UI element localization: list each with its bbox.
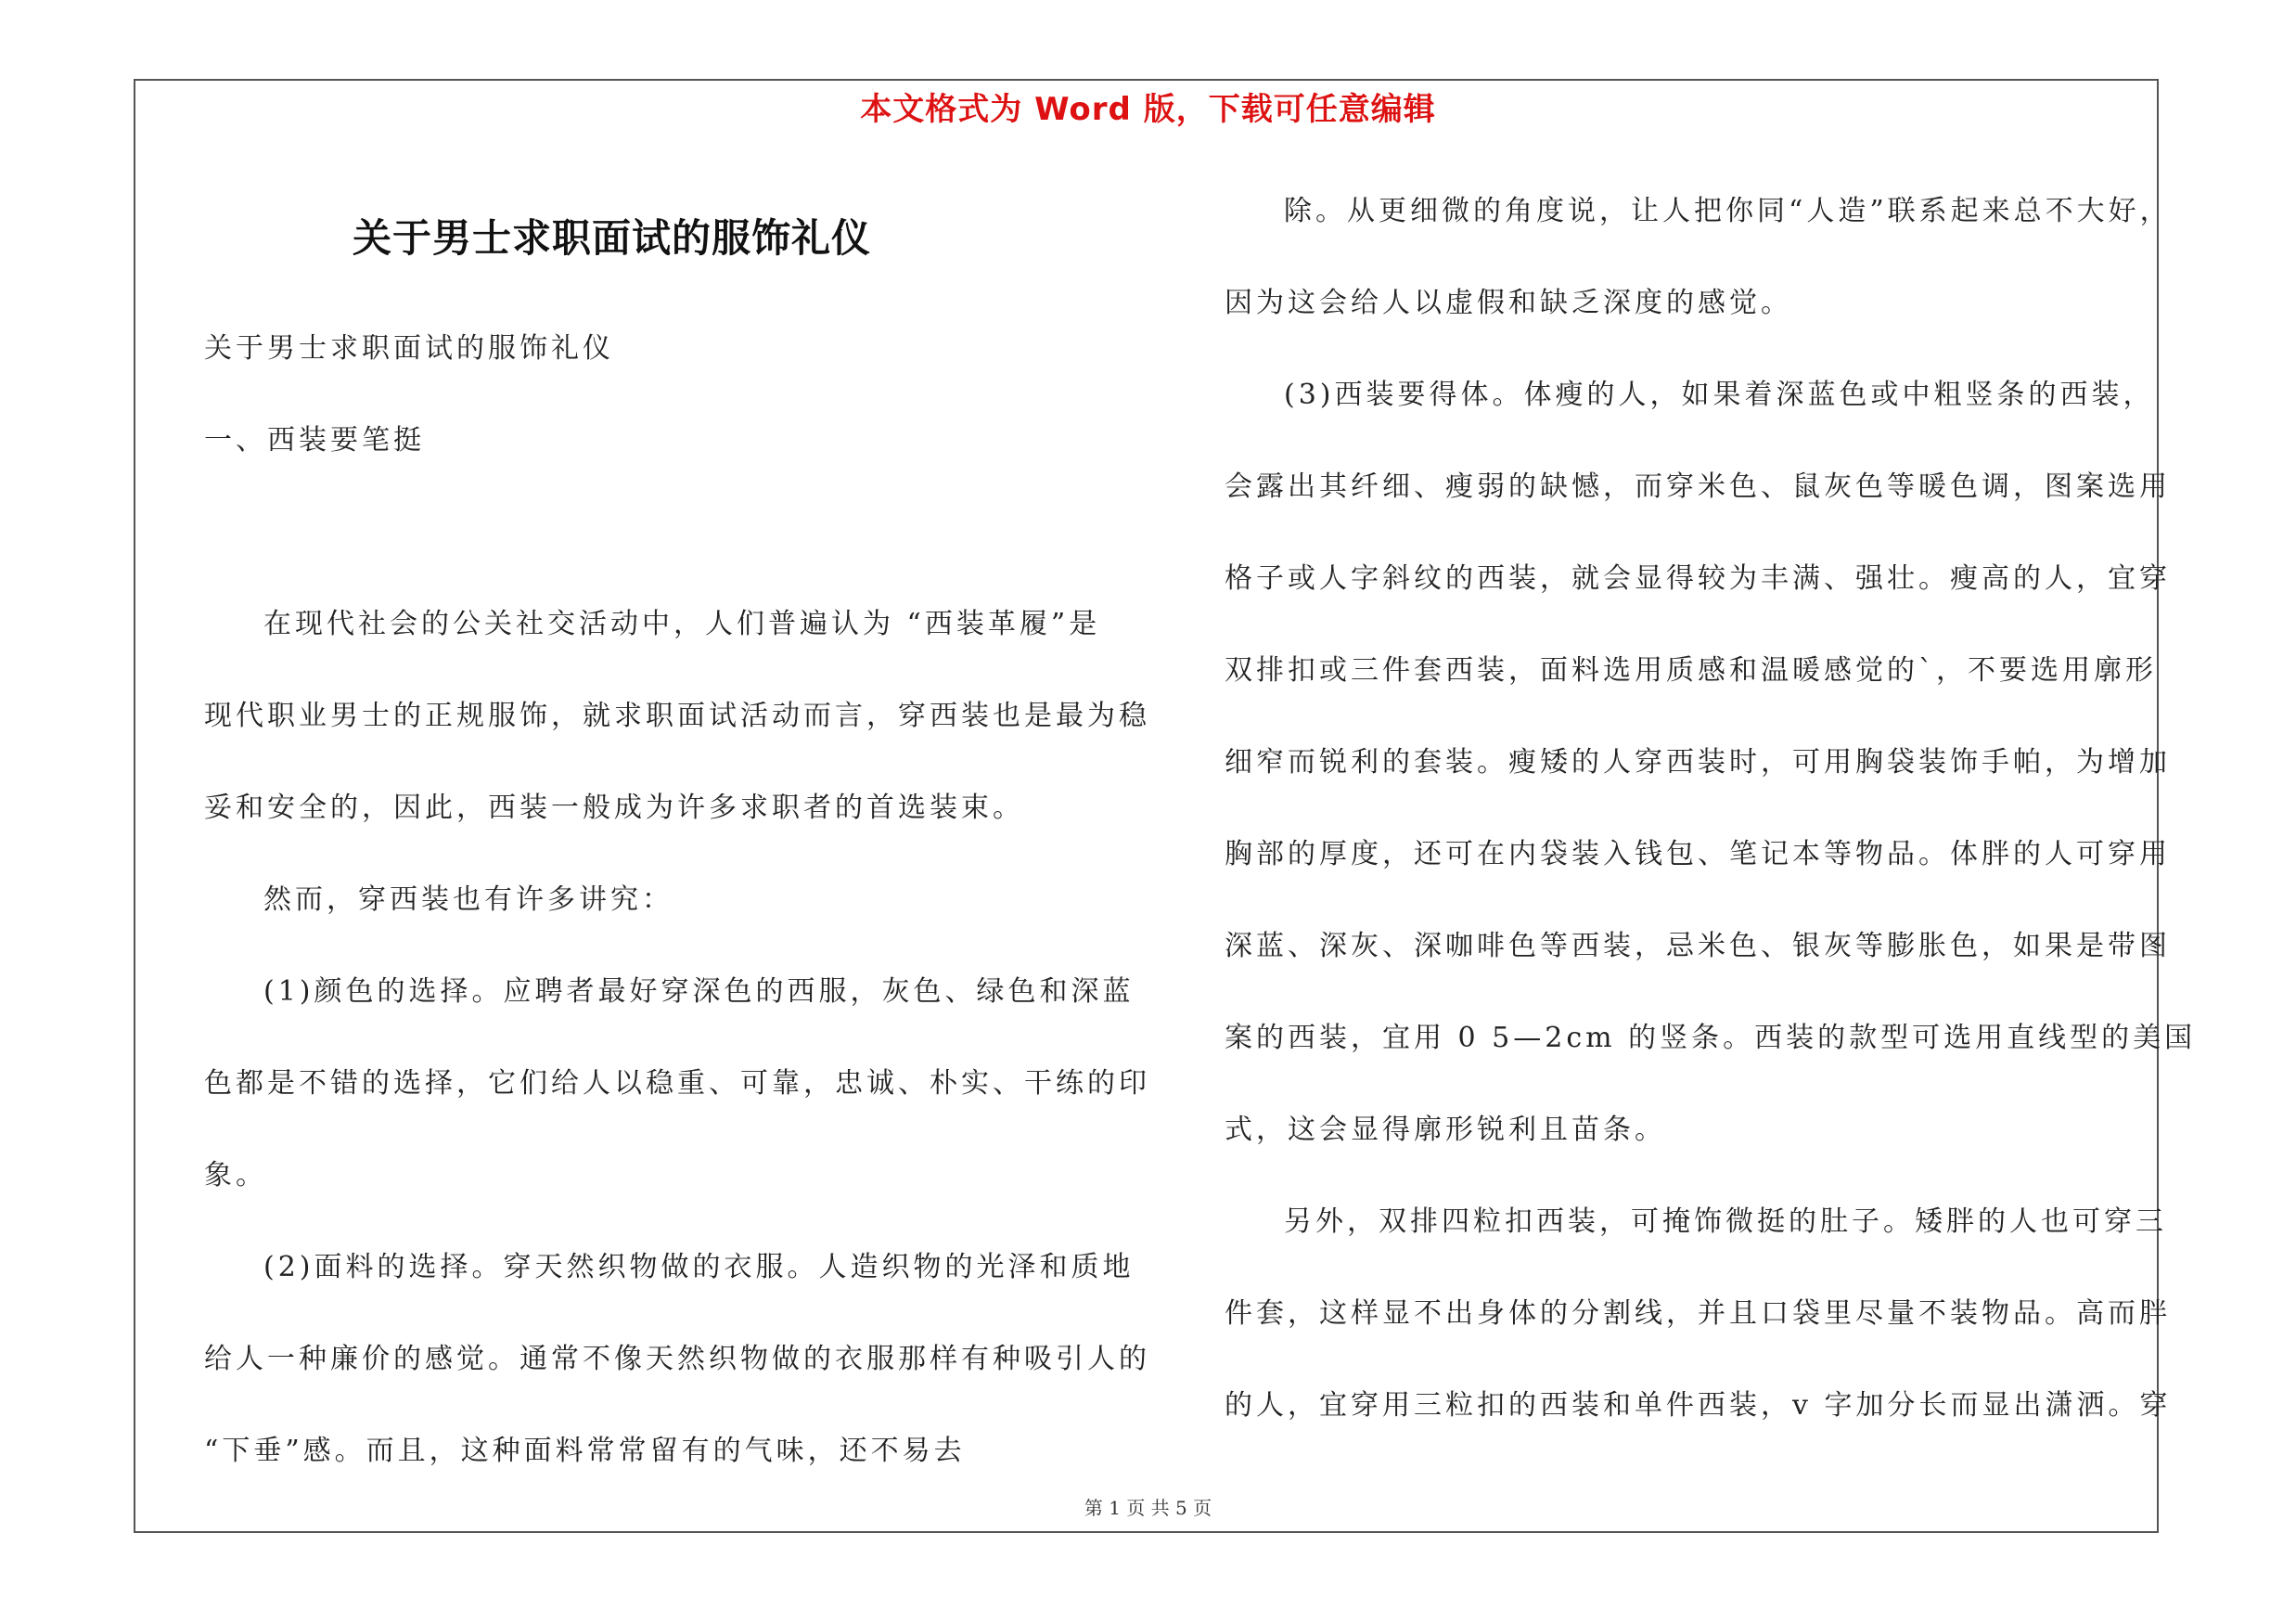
text-line: 的人，宜穿用三粒扣的西装和单件西装，v 字加分长而显出潇洒。穿 — [1225, 1389, 2172, 1422]
document-title: 关于男士求职面试的服饰礼仪 — [353, 215, 872, 261]
text-line: 除。从更细微的角度说，让人把你同“人造”联系起来总不大好， — [1284, 195, 2172, 227]
subtitle: 关于男士求职面试的服饰礼仪 — [204, 332, 614, 365]
left-column — [204, 303, 1150, 1497]
text-line: 妥和安全的，因此，西装一般成为许多求职者的首选装束。 — [204, 792, 1024, 824]
text-line: 现代职业男士的正规服饰，就求职面试活动而言，穿西装也是最为稳 — [204, 700, 1150, 732]
text-line: 另外，双排四粒扣西装，可掩饰微挺的肚子。矮胖的人也可穿三 — [1284, 1205, 2167, 1238]
text-line: “下垂”感。而且，这种面料常常留有的气味，还不易去 — [204, 1435, 966, 1467]
text-line: 胸部的厚度，还可在内袋装入钱包、笔记本等物品。体胖的人可穿用 — [1225, 838, 2171, 870]
text-line: 象。 — [204, 1159, 267, 1191]
text-line: (1)颜色的选择。应聘者最好穿深色的西服，灰色、绿色和深蓝 — [263, 975, 1135, 1008]
text-line: 件套，这样显不出身体的分割线，并且口袋里尽量不装物品。高而胖 — [1225, 1297, 2171, 1330]
text-line: 然而，穿西装也有许多讲究： — [263, 883, 673, 916]
text-line: 深蓝、深灰、深咖啡色等西装，忌米色、银灰等膨胀色，如果是带图 — [1225, 930, 2171, 962]
paragraph-additional — [1225, 1176, 2167, 1268]
text-line: 细窄而锐利的套装。瘦矮的人穿西装时，可用胸袋装饰手帕，为增加 — [1225, 746, 2171, 779]
paragraph-fabric — [204, 1221, 1135, 1313]
text-line: 在现代社会的公关社交活动中，人们普遍认为 “西装革履”是 — [263, 608, 1101, 640]
text-line: 格子或人字斜纹的西装，就会显得较为丰满、强壮。瘦高的人，宜穿 — [1225, 562, 2171, 595]
paragraph-intro — [204, 578, 1132, 670]
paragraph-color — [204, 946, 1135, 1037]
right-column — [1225, 165, 2197, 1451]
paragraph-however — [204, 854, 1132, 946]
page-number: 第 1 页 共 5 页 — [1084, 1497, 1212, 1519]
text-line: 会露出其纤细、瘦弱的缺憾，而穿米色、鼠灰色等暖色调，图案选用 — [1225, 470, 2171, 503]
text-line: 双排扣或三件套西装，面料选用质感和温暖感觉的`，不要选用廓形 — [1225, 654, 2157, 687]
section-heading: 一、西装要笔挺 — [204, 424, 425, 457]
text-line: (3)西装要得体。体瘦的人，如果着深蓝色或中粗竖条的西装， — [1284, 379, 2155, 411]
text-line: 给人一种廉价的感觉。通常不像天然织物做的衣服那样有种吸引人的 — [204, 1343, 1150, 1375]
text-line: (2)面料的选择。穿天然织物做的衣服。人造织物的光泽和质地 — [263, 1251, 1135, 1283]
text-line: 因为这会给人以虚假和缺乏深度的感觉。 — [1225, 287, 1792, 319]
paragraph-fit — [1225, 349, 2161, 441]
text-line: 式，这会显得廓形锐利且苗条。 — [1225, 1114, 1666, 1146]
text-line: 色都是不错的选择，它们给人以稳重、可靠，忠诚、朴实、干练的印 — [204, 1067, 1150, 1100]
format-banner: 本文格式为 Word 版，下载可任意编辑 — [860, 91, 1436, 128]
text-line: 案的西装，宜用 0 5—2cm 的竖条。西装的款型可选用直线型的美国 — [1225, 1022, 2197, 1054]
paragraph-continued — [1225, 165, 2172, 257]
